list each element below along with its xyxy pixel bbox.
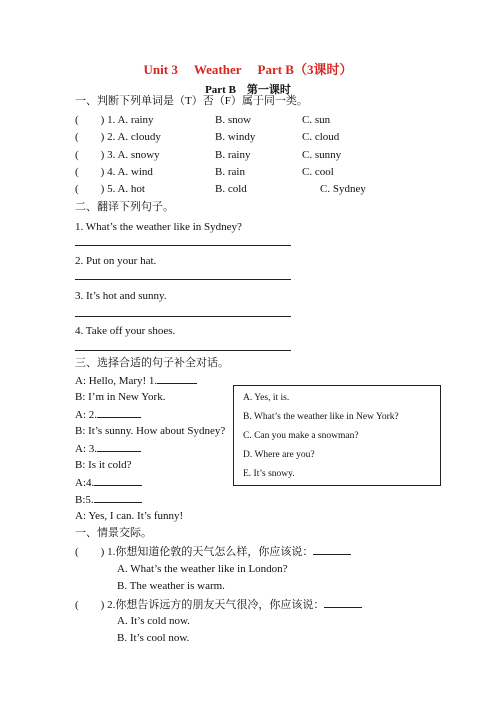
dialogue-line: A: Yes, I can. It’s funny!	[75, 510, 184, 522]
answer-blank[interactable]	[313, 545, 351, 555]
s1-item-c: C. sunny	[302, 149, 342, 161]
s1-item-a: ( ) 5. A. hot	[75, 183, 145, 195]
dialogue-line: B: I’m in New York.	[75, 391, 166, 403]
answer-blank[interactable]	[157, 374, 197, 384]
section2-heading: 二、翻译下列句子。	[75, 201, 174, 213]
s1-item-c: C. Sydney	[320, 183, 366, 195]
answer-line[interactable]	[75, 279, 291, 280]
choice-b: B. It’s cool now.	[117, 632, 190, 644]
options-box	[233, 385, 441, 486]
answer-blank[interactable]	[97, 442, 141, 452]
answer-line[interactable]	[75, 350, 291, 351]
dialogue-line: B: Is it cold?	[75, 459, 132, 471]
translate-sentence-4: 4. Take off your shoes.	[75, 325, 176, 337]
s1-item-c: C. cool	[302, 166, 334, 178]
answer-blank[interactable]	[97, 408, 141, 418]
section1-heading: 一、判断下列单词是（T）否（F）属于同一类。	[75, 95, 308, 107]
s1-item-a: ( ) 1. A. rainy	[75, 114, 154, 126]
choice-b: B. The weather is warm.	[117, 580, 225, 592]
answer-line[interactable]	[75, 316, 291, 317]
section3-heading: 三、选择合适的句子补全对话。	[75, 357, 229, 369]
dialogue-line: A: 3.	[75, 442, 141, 456]
option-e: E. It’s snowy.	[243, 469, 295, 479]
s1-item-a: ( ) 2. A. cloudy	[75, 131, 161, 143]
answer-blank[interactable]	[94, 493, 142, 503]
s1-item-c: C. cloud	[302, 131, 340, 143]
s1-item-b: B. windy	[215, 131, 256, 143]
page-title: Unit 3 Weather Part B（3课时）	[143, 62, 353, 77]
option-d: D. Where are you?	[243, 450, 315, 460]
dialogue-line: B:5.	[75, 493, 142, 507]
s1-item-b: B. rainy	[215, 149, 251, 161]
option-c: C. Can you make a snowman?	[243, 431, 359, 441]
answer-blank[interactable]	[94, 476, 142, 486]
section4-heading: 一、情景交际。	[75, 527, 152, 539]
s1-item-a: ( ) 4. A. wind	[75, 166, 153, 178]
dialogue-line: A: Hello, Mary! 1.	[75, 374, 197, 388]
translate-sentence-1: 1. What’s the weather like in Sydney?	[75, 221, 242, 233]
dialogue-line: A: 2.	[75, 408, 141, 422]
answer-blank[interactable]	[324, 598, 362, 608]
dialogue-line: B: It’s sunny. How about Sydney?	[75, 425, 226, 437]
translate-sentence-3: 3. It’s hot and sunny.	[75, 290, 167, 302]
choice-a: A. What’s the weather like in London?	[117, 563, 288, 575]
option-a: A. Yes, it is.	[243, 393, 290, 403]
option-b: B. What’s the weather like in New York?	[243, 412, 399, 422]
choice-a: A. It’s cold now.	[117, 615, 190, 627]
question: ( ) 1.你想知道伦敦的天气怎么样，你应该说：	[75, 545, 351, 559]
s1-item-b: B. rain	[215, 166, 245, 178]
s1-item-b: B. snow	[215, 114, 252, 126]
page-subtitle: Part B 第一课时	[205, 84, 291, 96]
s1-item-b: B. cold	[215, 183, 247, 195]
s1-item-c: C. sun	[302, 114, 331, 126]
dialogue-line: A:4.	[75, 476, 142, 490]
question: ( ) 2.你想告诉远方的朋友天气很冷，你应该说：	[75, 598, 362, 612]
answer-line[interactable]	[75, 245, 291, 246]
translate-sentence-2: 2. Put on your hat.	[75, 255, 157, 267]
s1-item-a: ( ) 3. A. snowy	[75, 149, 160, 161]
